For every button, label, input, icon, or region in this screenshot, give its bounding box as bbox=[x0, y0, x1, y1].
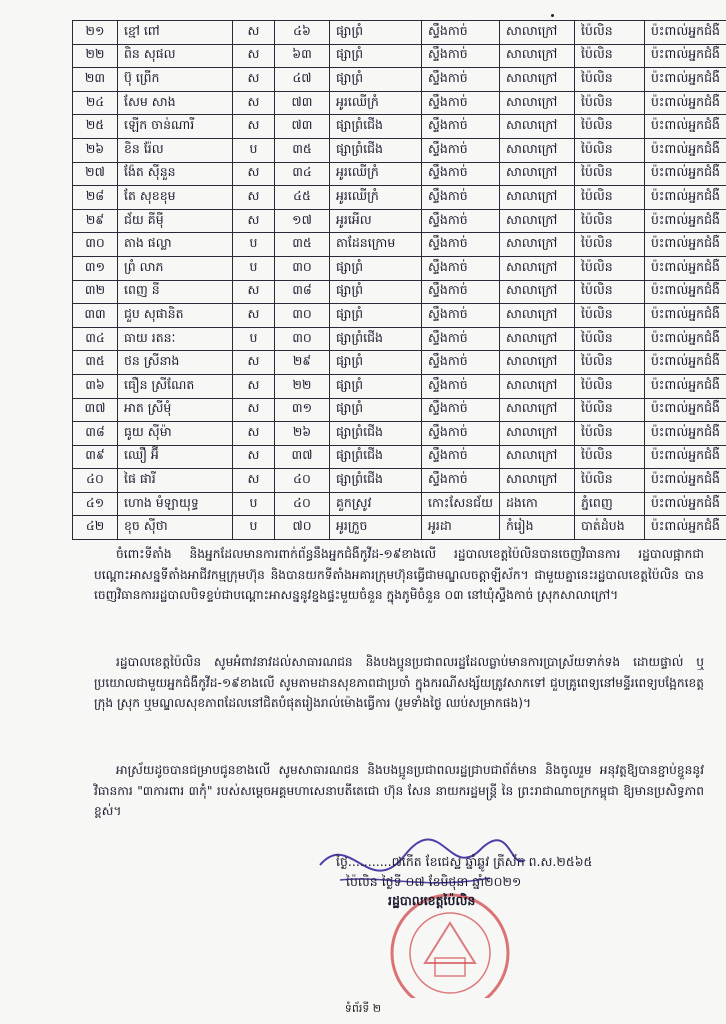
commune-cell: ស្ទឹងកាច់ bbox=[422, 233, 500, 257]
row-number-cell: ២៤ bbox=[73, 91, 118, 115]
row-number-cell: ៣៣ bbox=[73, 304, 118, 328]
province-cell: ប៉ៃលិន bbox=[575, 398, 645, 422]
village-cell: តាដែនក្រោម bbox=[330, 233, 422, 257]
village-cell: ផ្សាព្រំ bbox=[330, 280, 422, 304]
village-cell: ផ្សាព្រំ bbox=[330, 68, 422, 92]
person-name-cell: ប៊ុ ព្រើក bbox=[118, 68, 233, 92]
person-name-cell: ធាយ រតនៈ bbox=[118, 327, 233, 351]
row-number-cell: ២៨ bbox=[73, 186, 118, 210]
paragraph-appeal: រដ្ឋបាលខេត្តប៉ៃលិន សូមអំពាវនាវដល់សាធារណជន និងបងប្អូនប្រជាពលរដ្ឋដែលធ្លាប់មានការប្រាស្រ័យទាក់ទង ដោយផ្ទាល់ ឬប្រយោលជាមួយអ្នកជំងឺកូវីដ-១៩ខាងលើ សូមតាមដានសុខភាពជាប្រចាំ ក្នុងករណីសង្ស័យត្រូវសាកទៅ ជួបគ្រូពេទ្យនៅមន្ទីរពេទ្យបង្អែកខេត្ត ក្រុង ស្រុក ឬមណ្ឌលសុខភាពដែលនៅជិតបំផុតរៀងរាល់ម៉ោងធ្វើការ (រួមទាំងថ្ងៃ ឈប់សម្រាកផង)។ bbox=[94, 655, 704, 710]
table-row bbox=[73, 21, 726, 45]
province-cell: ប៉ៃលិន bbox=[575, 469, 645, 493]
commune-cell: ស្ទឹងកាច់ bbox=[422, 374, 500, 398]
lunar-date: ថ្ងៃ...........៧កើត ខែជេស្ឋ ឆ្នាំឆ្លូវ ត្រីស័ក ព.ស.២៥៦៥ bbox=[336, 854, 593, 869]
village-cell: អូរឈើក្រំ bbox=[330, 162, 422, 186]
paragraph-measures: អាស្រ័យដូចបានជម្រាបជូនខាងលើ សូមសាធារណជន និងបងប្អូនប្រជាពលរដ្ឋជ្រាបជាព័ត៌មាន និងចូលរួម អនុវត្តឱ្យបានខ្ជាប់ខ្ជួននូវវិធានការ "៣ការពារ ៣កុំ" របស់សម្ដេចអគ្គមហាសេនាបតីតេជោ ហ៊ុន សែន នាយករដ្ឋមន្ត្រី នៃ ព្រះរាជាណាចក្រកម្ពុជា ឱ្យមានប្រសិទ្ធភាពខ្ពស់។ bbox=[94, 763, 704, 818]
contact-reason-cell: ប៉ះពាល់អ្នកជំងឺ bbox=[645, 422, 726, 446]
age-cell: ៤០ bbox=[275, 469, 330, 493]
province-cell: ប៉ៃលិន bbox=[575, 256, 645, 280]
village-cell: ផ្សាព្រំជើង bbox=[330, 445, 422, 469]
province-cell: ប៉ៃលិន bbox=[575, 186, 645, 210]
commune-cell: ស្ទឹងកាច់ bbox=[422, 445, 500, 469]
table-row bbox=[73, 492, 726, 516]
province-cell: ប៉ៃលិន bbox=[575, 304, 645, 328]
contact-reason-cell: ប៉ះពាល់អ្នកជំងឺ bbox=[645, 233, 726, 257]
table-row bbox=[73, 445, 726, 469]
sex-cell: ស bbox=[233, 44, 275, 68]
province-cell: ប៉ៃលិន bbox=[575, 280, 645, 304]
village-cell: ផ្សាព្រំ bbox=[330, 351, 422, 375]
row-number-cell: ២៣ bbox=[73, 68, 118, 92]
table-row bbox=[73, 374, 726, 398]
paragraph-closures: ចំពោះទីតាំង និងអ្នកដែលមានការពាក់ព័ន្ធនឹងអ្នកជំងឺកូវីដ-១៩ខាងលើ រដ្ឋបាលខេត្តប៉ៃលិនបានចេញវិធានការ រដ្ឋបាលផ្អាកជាបណ្ដោះអាសន្នទីតាំងអាជីវកម្មក្រុមហ៊ុន និងបានយកទីតាំងអគារក្រុមហ៊ុនធ្វើជាមណ្ឌលចត្តាឡីស័ក។ ជាមួយគ្នានេះរដ្ឋបាលខេត្តប៉ៃលិន បានចេញវិធានការរដ្ឋបាលបិទខ្ទប់ជាបណ្ដោះអាសន្ននូវខ្នងផ្ទះមួយចំនួន ក្នុងភូមិចំនួន ០៣ នៅឃុំស្ទឹងកាច់ ស្រុកសាលាក្រៅ។ bbox=[94, 547, 704, 602]
contact-reason-cell: ប៉ះពាល់អ្នកជំងឺ bbox=[645, 304, 726, 328]
commune-cell: ស្ទឹងកាច់ bbox=[422, 68, 500, 92]
contact-reason-cell: ប៉ះពាល់អ្នកជំងឺ bbox=[645, 445, 726, 469]
sex-cell: ស bbox=[233, 91, 275, 115]
district-cell: សាលាក្រៅ bbox=[500, 44, 575, 68]
table-row bbox=[73, 327, 726, 351]
district-cell: សាលាក្រៅ bbox=[500, 398, 575, 422]
contact-reason-cell: ប៉ះពាល់អ្នកជំងឺ bbox=[645, 44, 726, 68]
row-number-cell: ៤១ bbox=[73, 492, 118, 516]
province-cell: ប៉ៃលិន bbox=[575, 233, 645, 257]
signing-authority: រដ្ឋបាលខេត្តប៉ៃលិន bbox=[388, 893, 476, 908]
contact-reason-cell: ប៉ះពាល់អ្នកជំងឺ bbox=[645, 115, 726, 139]
sex-cell: ប bbox=[233, 516, 275, 540]
province-cell: ប៉ៃលិន bbox=[575, 44, 645, 68]
village-cell: ផ្សាព្រំ bbox=[330, 44, 422, 68]
age-cell: ៤៧ bbox=[275, 68, 330, 92]
village-cell: ផ្សាព្រំ bbox=[330, 21, 422, 45]
contact-reason-cell: ប៉ះពាល់អ្នកជំងឺ bbox=[645, 492, 726, 516]
age-cell: ៣០ bbox=[275, 327, 330, 351]
age-cell: ៦៣ bbox=[275, 44, 330, 68]
person-name-cell: ផៃ ផារី bbox=[118, 469, 233, 493]
province-cell: បាត់ដំបង bbox=[575, 516, 645, 540]
province-cell: ប៉ៃលិន bbox=[575, 327, 645, 351]
person-name-cell: ពេញ នី bbox=[118, 280, 233, 304]
sex-cell: ស bbox=[233, 445, 275, 469]
commune-cell: ស្ទឹងកាច់ bbox=[422, 469, 500, 493]
row-number-cell: ៤២ bbox=[73, 516, 118, 540]
row-number-cell: ២២ bbox=[73, 44, 118, 68]
province-cell: ប៉ៃលិន bbox=[575, 209, 645, 233]
date-block bbox=[336, 852, 676, 892]
district-cell: សាលាក្រៅ bbox=[500, 256, 575, 280]
person-name-cell: ធូយ ស៊ីម៉ា bbox=[118, 422, 233, 446]
contact-reason-cell: ប៉ះពាល់អ្នកជំងឺ bbox=[645, 256, 726, 280]
village-cell: ផ្សាព្រំ bbox=[330, 374, 422, 398]
sex-cell: ស bbox=[233, 186, 275, 210]
age-cell: ៣៤ bbox=[275, 162, 330, 186]
commune-cell: ស្ទឹងកាច់ bbox=[422, 138, 500, 162]
row-number-cell: ៣០ bbox=[73, 233, 118, 257]
contact-reason-cell: ប៉ះពាល់អ្នកជំងឺ bbox=[645, 516, 726, 540]
age-cell: ៣៧ bbox=[275, 445, 330, 469]
sex-cell: ស bbox=[233, 280, 275, 304]
sex-cell: ស bbox=[233, 422, 275, 446]
person-name-cell: ធឿន ស្រីណែត bbox=[118, 374, 233, 398]
commune-cell: ស្ទឹងកាច់ bbox=[422, 351, 500, 375]
table-row bbox=[73, 68, 726, 92]
province-cell: ប៉ៃលិន bbox=[575, 91, 645, 115]
village-cell: អូរអើល bbox=[330, 209, 422, 233]
person-name-cell: សែម សាង bbox=[118, 91, 233, 115]
table-row bbox=[73, 516, 726, 540]
row-number-cell: ២៧ bbox=[73, 162, 118, 186]
age-cell: ៣០ bbox=[275, 256, 330, 280]
age-cell: ៣៥ bbox=[275, 138, 330, 162]
page-number: ទំព័រទី ២ bbox=[344, 1002, 382, 1015]
person-name-cell: ជួប សុផានិត bbox=[118, 304, 233, 328]
table-row bbox=[73, 91, 726, 115]
province-cell: ប៉ៃលិន bbox=[575, 21, 645, 45]
commune-cell: ស្ទឹងកាច់ bbox=[422, 304, 500, 328]
table-row bbox=[73, 469, 726, 493]
table-row bbox=[73, 115, 726, 139]
district-cell: សាលាក្រៅ bbox=[500, 280, 575, 304]
sex-cell: ប bbox=[233, 256, 275, 280]
row-number-cell: ៣៤ bbox=[73, 327, 118, 351]
district-cell: សាលាក្រៅ bbox=[500, 327, 575, 351]
table-row bbox=[73, 304, 726, 328]
sex-cell: ស bbox=[233, 351, 275, 375]
village-cell: អូរក្រួច bbox=[330, 516, 422, 540]
commune-cell: ស្ទឹងកាច់ bbox=[422, 256, 500, 280]
person-name-cell: ខ្មៅ ពៅ bbox=[118, 21, 233, 45]
sex-cell: ស bbox=[233, 374, 275, 398]
district-cell: សាលាក្រៅ bbox=[500, 209, 575, 233]
person-name-cell: ខិន រ៉ែល bbox=[118, 138, 233, 162]
district-cell: សាលាក្រៅ bbox=[500, 374, 575, 398]
commune-cell: ស្ទឹងកាច់ bbox=[422, 21, 500, 45]
table-row bbox=[73, 44, 726, 68]
sex-cell: ស bbox=[233, 68, 275, 92]
province-cell: ប៉ៃលិន bbox=[575, 162, 645, 186]
table-row bbox=[73, 422, 726, 446]
village-cell: ផ្សាព្រំ bbox=[330, 256, 422, 280]
row-number-cell: ២៥ bbox=[73, 115, 118, 139]
person-name-cell: ហោង មំឡាយុទ្ធ bbox=[118, 492, 233, 516]
district-cell: សាលាក្រៅ bbox=[500, 162, 575, 186]
village-cell: គួកស្រូវ bbox=[330, 492, 422, 516]
sex-cell: ស bbox=[233, 398, 275, 422]
age-cell: ៧៣ bbox=[275, 115, 330, 139]
district-cell: សាលាក្រៅ bbox=[500, 351, 575, 375]
table-row bbox=[73, 256, 726, 280]
row-number-cell: ៣៨ bbox=[73, 422, 118, 446]
sex-cell: ប bbox=[233, 233, 275, 257]
village-cell: ផ្សាព្រំជើង bbox=[330, 115, 422, 139]
sex-cell: ស bbox=[233, 115, 275, 139]
sex-cell: ស bbox=[233, 304, 275, 328]
sex-cell: ស bbox=[233, 209, 275, 233]
age-cell: ២២ bbox=[275, 374, 330, 398]
sex-cell: ប bbox=[233, 492, 275, 516]
age-cell: ៣៥ bbox=[275, 233, 330, 257]
age-cell: ២៦ bbox=[275, 422, 330, 446]
table-row bbox=[73, 209, 726, 233]
contact-reason-cell: ប៉ះពាល់អ្នកជំងឺ bbox=[645, 327, 726, 351]
contact-reason-cell: ប៉ះពាល់អ្នកជំងឺ bbox=[645, 351, 726, 375]
person-name-cell: តាង ផល្លា bbox=[118, 233, 233, 257]
commune-cell: ស្ទឹងកាច់ bbox=[422, 91, 500, 115]
contact-reason-cell: ប៉ះពាល់អ្នកជំងឺ bbox=[645, 162, 726, 186]
district-cell: សាលាក្រៅ bbox=[500, 422, 575, 446]
district-cell: សាលាក្រៅ bbox=[500, 233, 575, 257]
row-number-cell: ២៦ bbox=[73, 138, 118, 162]
age-cell: ៣១ bbox=[275, 398, 330, 422]
age-cell: ៣០ bbox=[275, 304, 330, 328]
speck bbox=[551, 14, 554, 17]
district-cell: កំរៀង bbox=[500, 516, 575, 540]
table-row bbox=[73, 186, 726, 210]
age-cell: ៣៨ bbox=[275, 280, 330, 304]
row-number-cell: ៣៦ bbox=[73, 374, 118, 398]
province-cell: ប៉ៃលិន bbox=[575, 115, 645, 139]
province-cell: ប៉ៃលិន bbox=[575, 374, 645, 398]
sex-cell: ស bbox=[233, 469, 275, 493]
contact-reason-cell: ប៉ះពាល់អ្នកជំងឺ bbox=[645, 398, 726, 422]
person-name-cell: ពិន សុផល bbox=[118, 44, 233, 68]
person-name-cell: ឈឿ អ៊ី bbox=[118, 445, 233, 469]
commune-cell: ស្ទឹងកាច់ bbox=[422, 115, 500, 139]
person-name-cell: ព្រំ លាភ bbox=[118, 256, 233, 280]
district-cell: សាលាក្រៅ bbox=[500, 445, 575, 469]
village-cell: ផ្សាព្រំ bbox=[330, 304, 422, 328]
person-name-cell: ខុច ស៊ីថា bbox=[118, 516, 233, 540]
province-cell: ប៉ៃលិន bbox=[575, 68, 645, 92]
row-number-cell: ៤០ bbox=[73, 469, 118, 493]
commune-cell: ស្ទឹងកាច់ bbox=[422, 162, 500, 186]
person-name-cell: ឡើក ចាន់ណារី bbox=[118, 115, 233, 139]
village-cell: ផ្សាព្រំ bbox=[330, 398, 422, 422]
village-cell: ផ្សាព្រំជើង bbox=[330, 469, 422, 493]
commune-cell: កោះសែនជ័យ bbox=[422, 492, 500, 516]
sex-cell: ប bbox=[233, 327, 275, 351]
village-cell: អូរឈើក្រំ bbox=[330, 91, 422, 115]
district-cell: សាលាក្រៅ bbox=[500, 115, 575, 139]
province-cell: ប៉ៃលិន bbox=[575, 445, 645, 469]
row-number-cell: ៣៩ bbox=[73, 445, 118, 469]
commune-cell: ស្ទឹងកាច់ bbox=[422, 44, 500, 68]
age-cell: ៧៣ bbox=[275, 91, 330, 115]
contact-reason-cell: ប៉ះពាល់អ្នកជំងឺ bbox=[645, 91, 726, 115]
row-number-cell: ៣៧ bbox=[73, 398, 118, 422]
province-cell: ប៉ៃលិន bbox=[575, 351, 645, 375]
case-table-body bbox=[73, 21, 726, 540]
commune-cell: ស្ទឹងកាច់ bbox=[422, 327, 500, 351]
province-cell: ប៉ៃលិន bbox=[575, 422, 645, 446]
table-row bbox=[73, 162, 726, 186]
row-number-cell: ៣៥ bbox=[73, 351, 118, 375]
contact-reason-cell: ប៉ះពាល់អ្នកជំងឺ bbox=[645, 21, 726, 45]
commune-cell: ស្ទឹងកាច់ bbox=[422, 398, 500, 422]
sex-cell: ស bbox=[233, 21, 275, 45]
case-table bbox=[72, 20, 726, 540]
contact-reason-cell: ប៉ះពាល់អ្នកជំងឺ bbox=[645, 374, 726, 398]
age-cell: ៤០ bbox=[275, 492, 330, 516]
table-row bbox=[73, 351, 726, 375]
row-number-cell: ៣១ bbox=[73, 256, 118, 280]
person-name-cell: ង៉ែត ស៊ីនួន bbox=[118, 162, 233, 186]
commune-cell: ស្ទឹងកាច់ bbox=[422, 186, 500, 210]
province-cell: ប៉ៃលិន bbox=[575, 138, 645, 162]
district-cell: សាលាក្រៅ bbox=[500, 21, 575, 45]
sex-cell: ប bbox=[233, 138, 275, 162]
person-name-cell: ជ័យ គីម៉ី bbox=[118, 209, 233, 233]
contact-reason-cell: ប៉ះពាល់អ្នកជំងឺ bbox=[645, 209, 726, 233]
village-cell: ផ្សាព្រំជើង bbox=[330, 422, 422, 446]
table-row bbox=[73, 138, 726, 162]
district-cell: សាលាក្រៅ bbox=[500, 186, 575, 210]
commune-cell: ស្ទឹងកាច់ bbox=[422, 280, 500, 304]
district-cell: សាលាក្រៅ bbox=[500, 469, 575, 493]
table-row bbox=[73, 233, 726, 257]
table-row bbox=[73, 280, 726, 304]
contact-reason-cell: ប៉ះពាល់អ្នកជំងឺ bbox=[645, 280, 726, 304]
contact-reason-cell: ប៉ះពាល់អ្នកជំងឺ bbox=[645, 469, 726, 493]
commune-cell: ស្ទឹងកាច់ bbox=[422, 209, 500, 233]
age-cell: ៤៥ bbox=[275, 186, 330, 210]
contact-reason-cell: ប៉ះពាល់អ្នកជំងឺ bbox=[645, 186, 726, 210]
district-cell: សាលាក្រៅ bbox=[500, 91, 575, 115]
province-cell: ភ្នំពេញ bbox=[575, 492, 645, 516]
solar-date: ប៉ៃលិន ថ្ងៃទី ០៧ ខែមិថុនា ឆ្នាំ២០២១ bbox=[346, 874, 522, 889]
village-cell: អូរឈើក្រំ bbox=[330, 186, 422, 210]
person-name-cell: ថន ស្រីនាង bbox=[118, 351, 233, 375]
contact-reason-cell: ប៉ះពាល់អ្នកជំងឺ bbox=[645, 138, 726, 162]
district-cell: ដងកោ bbox=[500, 492, 575, 516]
village-cell: ផ្សាព្រំជើង bbox=[330, 327, 422, 351]
row-number-cell: ៣២ bbox=[73, 280, 118, 304]
age-cell: ១៧ bbox=[275, 209, 330, 233]
table-row bbox=[73, 398, 726, 422]
district-cell: សាលាក្រៅ bbox=[500, 138, 575, 162]
person-name-cell: អាត ស្រីមុំ bbox=[118, 398, 233, 422]
age-cell: ៧០ bbox=[275, 516, 330, 540]
commune-cell: ស្ទឹងកាច់ bbox=[422, 422, 500, 446]
age-cell: ៤៦ bbox=[275, 21, 330, 45]
commune-cell: អូរដា bbox=[422, 516, 500, 540]
row-number-cell: ២១ bbox=[73, 21, 118, 45]
contact-reason-cell: ប៉ះពាល់អ្នកជំងឺ bbox=[645, 68, 726, 92]
district-cell: សាលាក្រៅ bbox=[500, 68, 575, 92]
age-cell: ២៩ bbox=[275, 351, 330, 375]
village-cell: ផ្សាព្រំជើង bbox=[330, 138, 422, 162]
row-number-cell: ២៩ bbox=[73, 209, 118, 233]
sex-cell: ស bbox=[233, 162, 275, 186]
district-cell: សាលាក្រៅ bbox=[500, 304, 575, 328]
person-name-cell: តែ សុខខុម bbox=[118, 186, 233, 210]
